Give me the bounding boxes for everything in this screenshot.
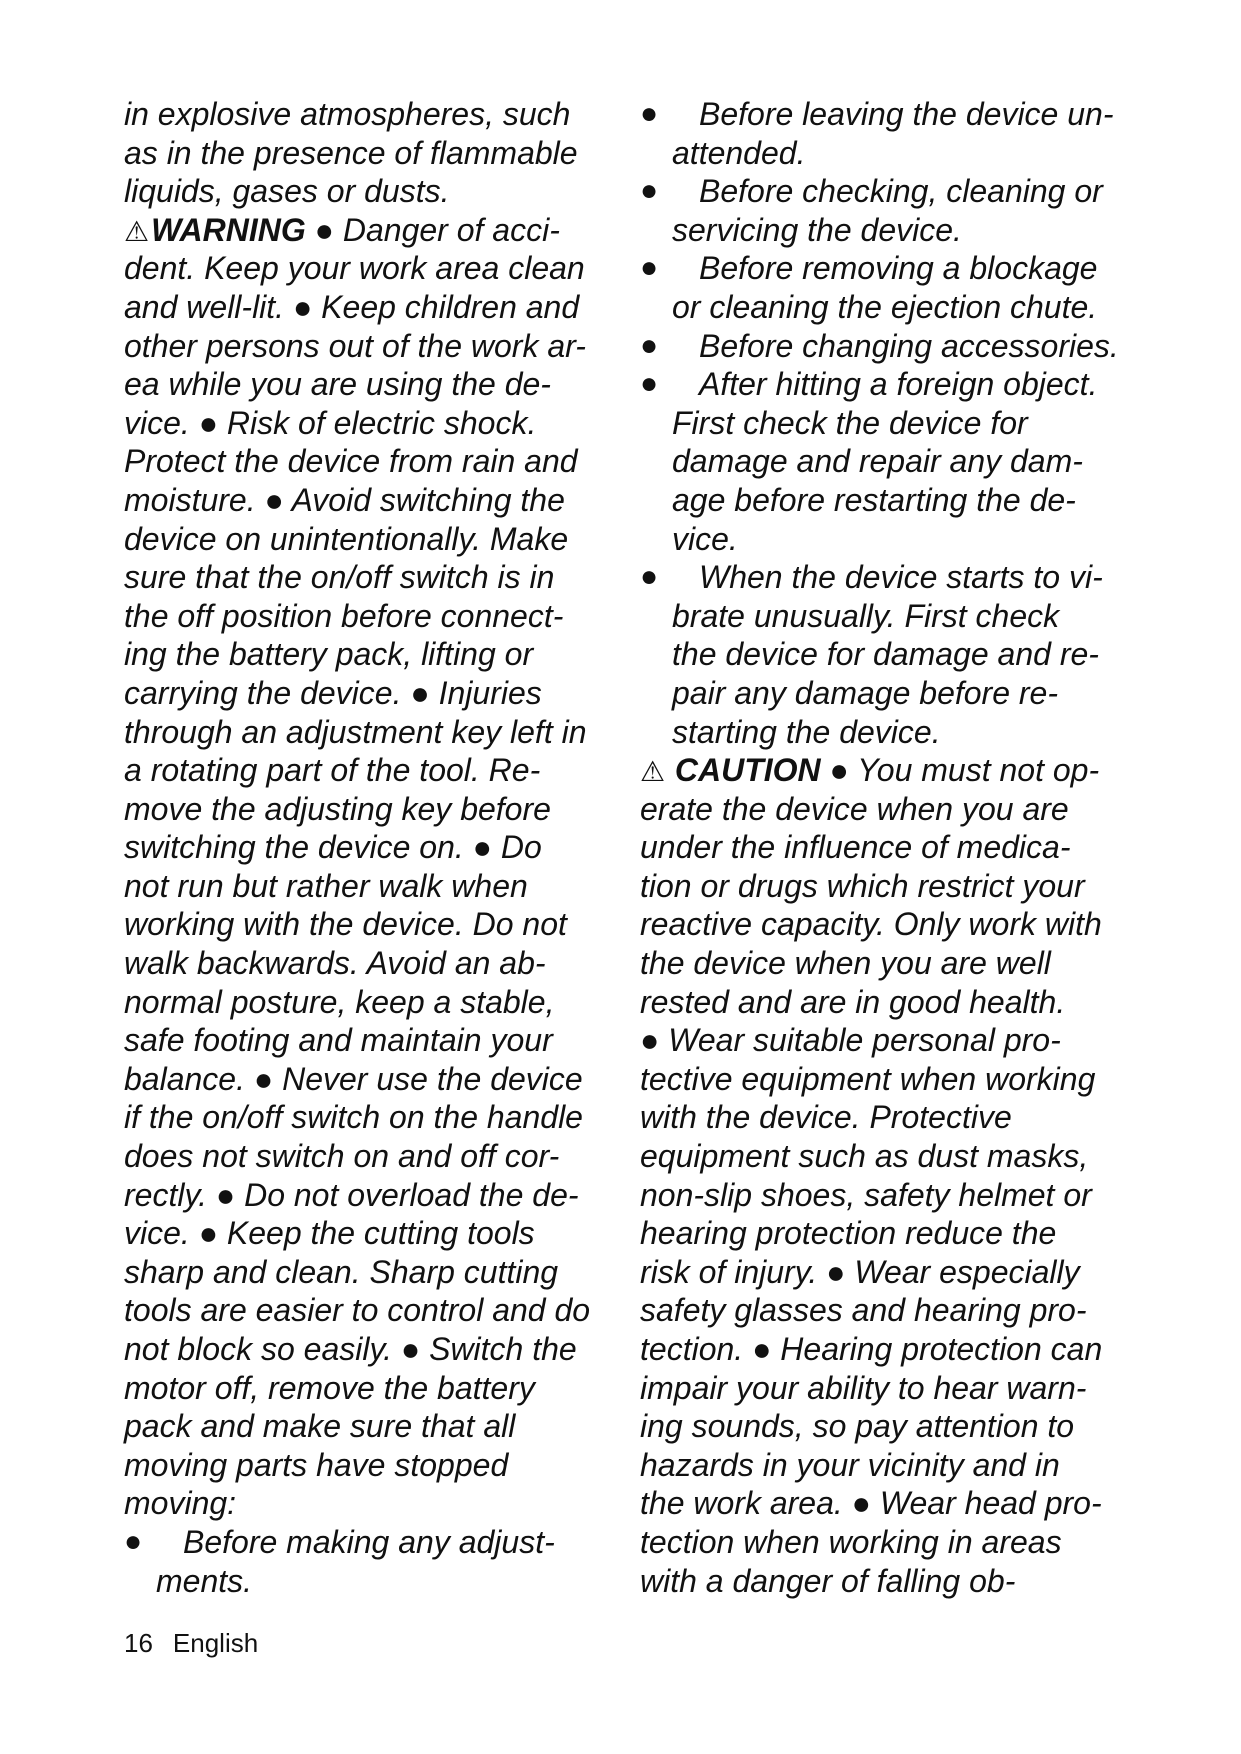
page-number: 16: [124, 1628, 153, 1658]
footer-language: English: [172, 1628, 259, 1658]
text-line: pack and make sure that all: [124, 1408, 516, 1445]
list-item: [640, 249, 1140, 288]
text-line: move the adjusting key before: [124, 790, 551, 827]
list-item: [124, 1523, 604, 1562]
warning-label: WARNING: [151, 211, 306, 248]
bullet-dot-icon: ●: [640, 560, 659, 594]
caution-label: CAUTION: [674, 752, 821, 789]
text-line: the work area. ● Wear head pro-: [640, 1485, 1102, 1522]
text-line: motor off, remove the battery: [124, 1369, 535, 1406]
text-line: through an adjustment key left in: [124, 713, 587, 750]
text-line: other persons out of the work ar-: [124, 327, 586, 364]
list-item-text: Before checking, cleaning or: [699, 173, 1103, 210]
left-column: [124, 95, 604, 1600]
text-line: sharp and clean. Sharp cutting: [124, 1253, 559, 1290]
text-line: not run but rather walk when: [124, 867, 528, 904]
text-line: the off position before connect-: [124, 597, 564, 634]
list-item-continuation: age before restarting the de-: [672, 481, 1076, 518]
text-line: safe footing and maintain your: [124, 1022, 553, 1059]
text-line: balance. ● Never use the device: [124, 1060, 583, 1097]
list-item-continuation: pair any damage before re-: [672, 674, 1058, 711]
list-item-continuation: First check the device for: [672, 404, 1028, 441]
warning-triangle-icon: ⚠: [124, 215, 150, 247]
text-line: hearing protection reduce the: [640, 1215, 1057, 1252]
text-line: working with the device. Do not: [124, 906, 567, 943]
text-line: in explosive atmospheres, such: [124, 96, 571, 132]
text-line: erate the device when you are: [640, 790, 1069, 827]
text-line: moisture. ● Avoid switching the: [124, 481, 565, 518]
text-line: ● Wear suitable personal pro-: [640, 1022, 1061, 1059]
text-line: with a danger of falling ob-: [640, 1562, 1016, 1599]
text-line: rested and are in good health.: [640, 983, 1066, 1020]
list-item-continuation: the device for damage and re-: [672, 636, 1099, 673]
bullet-dot-icon: ●: [640, 174, 659, 208]
text-line: under the influence of medica-: [640, 829, 1071, 866]
list-item: [640, 558, 1140, 597]
text-line: as in the presence of flammable: [124, 134, 578, 171]
bullet-dot-icon: ●: [640, 328, 659, 362]
bullet-dot-icon: ●: [640, 251, 659, 285]
text-line: ea while you are using the de-: [124, 366, 551, 403]
warning-triangle-icon: ⚠: [640, 756, 673, 788]
text-line: vice. ● Keep the cutting tools: [124, 1215, 535, 1252]
text-line: Protect the device from rain and: [124, 443, 578, 480]
list-item: [640, 365, 1140, 404]
text-line: non-slip shoes, safety helmet or: [640, 1176, 1092, 1213]
list-item-continuation: vice.: [672, 520, 738, 557]
warning-text: ● Danger of acci-: [305, 211, 560, 248]
list-item-text: Before leaving the device un-: [699, 96, 1114, 132]
bullet-dot-icon: ●: [640, 97, 659, 130]
text-line: walk backwards. Avoid an ab-: [124, 945, 546, 982]
text-line: if the on/off switch on the handle: [124, 1099, 583, 1136]
list-item-continuation: or cleaning the ejection chute.: [672, 288, 1098, 325]
text-line: tion or drugs which restrict your: [640, 867, 1085, 904]
text-line: the device when you are well: [640, 945, 1051, 982]
bullet-list: [640, 95, 1140, 751]
text-line: vice. ● Risk of electric shock.: [124, 404, 537, 441]
warning-heading-line: [124, 211, 604, 250]
text-line: tection. ● Hearing protection can: [640, 1331, 1103, 1367]
text-line: hazards in your vicinity and in: [640, 1446, 1060, 1483]
list-item-continuation: attended.: [672, 134, 806, 171]
list-item: [640, 327, 1140, 366]
text-line: equipment such as dust masks,: [640, 1138, 1089, 1175]
text-line: safety glasses and hearing pro-: [640, 1292, 1087, 1329]
list-item-continuation: servicing the device.: [672, 211, 962, 248]
list-item-continuation: damage and repair any dam-: [672, 443, 1083, 480]
text-line: normal posture, keep a stable,: [124, 983, 555, 1020]
warning-paragraph: [124, 249, 604, 1523]
text-line: ing the battery pack, lifting or: [124, 636, 534, 673]
list-item: [640, 95, 1140, 134]
list-item-text: When the device starts to vi-: [699, 559, 1103, 596]
text-line: dent. Keep your work area clean: [124, 250, 585, 287]
text-line: and well-lit. ● Keep children and: [124, 288, 580, 325]
right-column: [640, 95, 1140, 1600]
text-line: impair your ability to hear warn-: [640, 1369, 1087, 1406]
text-line: ing sounds, so pay attention to: [640, 1408, 1075, 1445]
caution-heading-line: [640, 751, 1140, 790]
list-item-continuation: ments.: [156, 1562, 253, 1599]
text-line: does not switch on and off cor-: [124, 1138, 560, 1175]
text-line: tective equipment when working: [640, 1060, 1096, 1097]
bullet-dot-icon: ●: [640, 367, 659, 401]
text-line: sure that the on/off switch is in: [124, 559, 555, 596]
text-line: switching the device on. ● Do: [124, 829, 542, 866]
text-line: rectly. ● Do not overload the de-: [124, 1176, 579, 1213]
text-line: moving parts have stopped: [124, 1446, 509, 1483]
text-line: moving:: [124, 1485, 237, 1522]
text-line: not block so easily. ● Switch the: [124, 1331, 577, 1367]
text-line: liquids, gases or dusts.: [124, 173, 450, 210]
caution-paragraph: [640, 790, 1140, 1600]
text-line: risk of injury. ● Wear especially: [640, 1253, 1080, 1290]
text-line: carrying the device. ● Injuries: [124, 674, 542, 711]
page-footer: [124, 1628, 278, 1659]
text-line: with the device. Protective: [640, 1099, 1012, 1136]
bullet-dot-icon: ●: [124, 1524, 143, 1558]
list-item-text: Before changing accessories.: [699, 327, 1119, 364]
list-item-text: After hitting a foreign object.: [699, 366, 1098, 403]
list-item-continuation: brate unusually. First check: [672, 597, 1060, 634]
text-line: reactive capacity. Only work with: [640, 906, 1102, 943]
list-item-text: Before removing a blockage: [699, 250, 1098, 287]
text-line: device on unintentionally. Make: [124, 520, 569, 557]
list-item-text: Before making any adjust-: [183, 1523, 555, 1560]
text-line: tools are easier to control and do: [124, 1292, 591, 1329]
caution-text: ● You must not op-: [820, 752, 1100, 789]
text-line: a rotating part of the tool. Re-: [124, 752, 541, 789]
text-line: tection when working in areas: [640, 1523, 1062, 1560]
list-item-continuation: starting the device.: [672, 713, 941, 750]
list-item: [640, 172, 1140, 211]
